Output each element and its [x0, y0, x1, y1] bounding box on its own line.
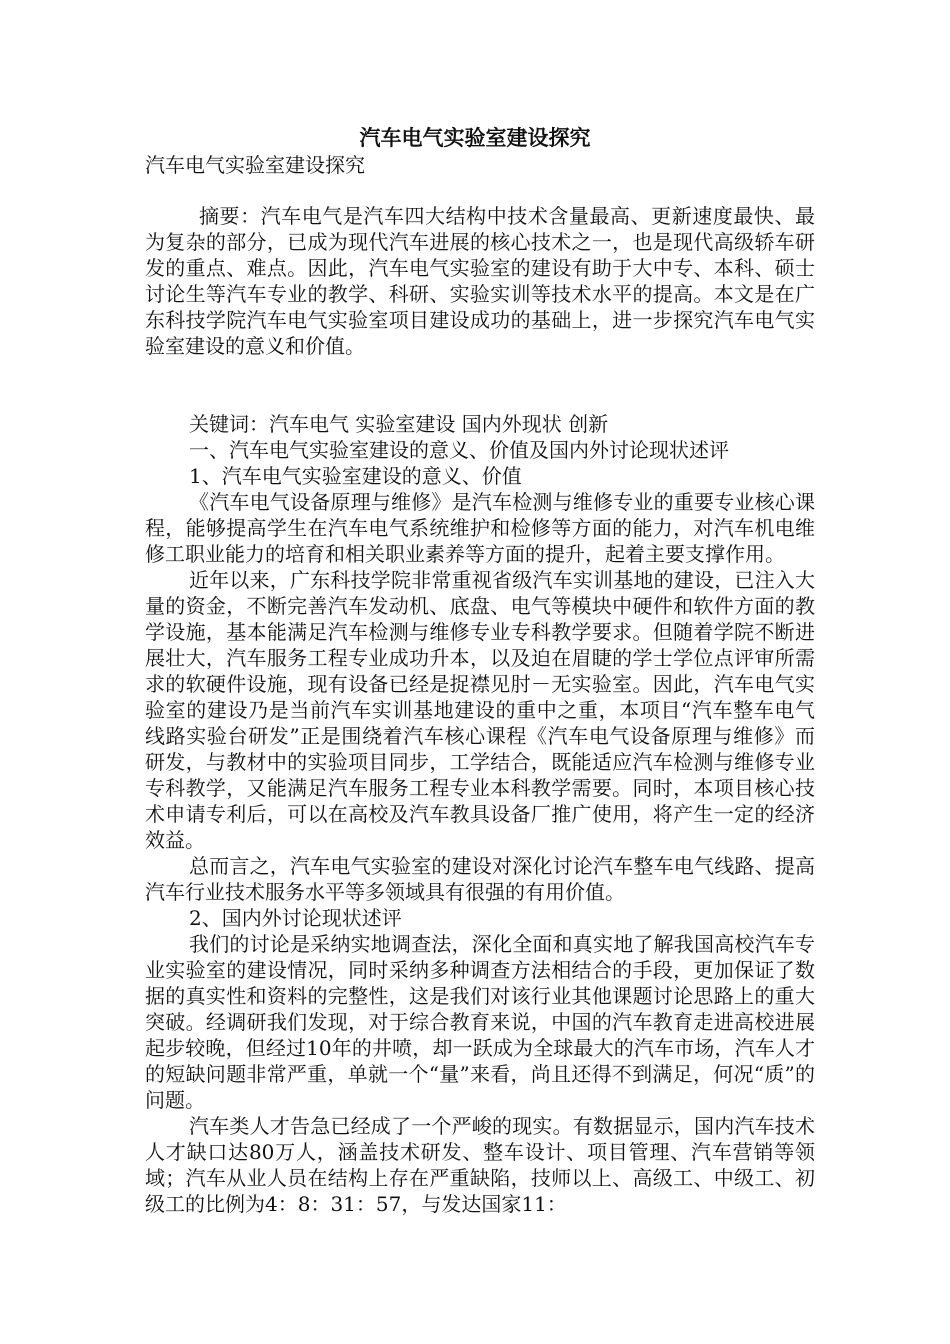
abstract-paragraph: 摘要：汽车电气是汽车四大结构中技术含量最高、更新速度最快、最为复杂的部分，已成为现代汽车进展的核心技术之一，也是现代高级轿车研发的重点、难点。因此，汽车电气实验室的建设有助于大中专、本科、硕士讨论生等汽车专业的教学、科研、实验实训等技术水平的提高。本文是在广东科技学院汽车电气实验室项目建设成功的基础上，进一步探究汽车电气实验室建设的意义和价值。: [145, 204, 815, 358]
document-title: 汽车电气实验室建设探究: [359, 125, 591, 150]
section-1-2-heading: 2、国内外讨论现状述评: [189, 906, 402, 930]
document-body: [145, 152, 815, 1217]
body-paragraph-1: 《汽车电气设备原理与维修》是汽车检测与维修专业的重要专业核心课程，能够提高学生在汽车电气系统维护和检修等方面的能力，对汽车机电维修工职业能力的培育和相关职业素养等方面的提升，起着主要支撑作用。: [145, 490, 815, 566]
body-paragraph-3: 总而言之，汽车电气实验室的建设对深化讨论汽车整车电气线路、提高汽车行业技术服务水平等多领域具有很强的有用价值。: [145, 854, 815, 904]
body-paragraph-5: 汽车类人才告急已经成了一个严峻的现实。有数据显示，国内汽车技术人才缺口达80万人，涵盖技术研发、整车设计、项目管理、汽车营销等领域；汽车从业人员在结构上存在严重缺陷，技师以上、高级工、中级工、初级工的比例为4：8：31：57，与发达国家11：: [145, 1114, 815, 1216]
keywords-line: 关键词：汽车电气 实验室建设 国内外现状 创新: [189, 412, 609, 436]
section-1-1-heading: 1、汽车电气实验室建设的意义、价值: [189, 464, 522, 488]
body-paragraph-2: 近年以来，广东科技学院非常重视省级汽车实训基地的建设，已注入大量的资金，不断完善汽车发动机、底盘、电气等模块中硬件和软件方面的教学设施，基本能满足汽车检测与维修专业专科教学要求。但随着学院不断进展壮大，汽车服务工程专业成功升本，以及迫在眉睫的学士学位点评审所需求的软硬件设施，现有设备已经是捉襟见肘－无实验室。因此，汽车电气实验室的建设乃是当前汽车实训基地建设的重中之重，本项目“汽车整车电气线路实验台研发”正是围绕着汽车核心课程《汽车电气设备原理与维修》而研发，与教材中的实验项目同步，工学结合，既能适应汽车检测与维修专业专科教学，又能满足汽车服务工程专业本科教学需要。同时，本项目核心技术申请专利后，可以在高校及汽车教具设备厂推广使用，将产生一定的经济效益。: [145, 568, 815, 852]
document-subtitle: 汽车电气实验室建设探究: [145, 153, 365, 177]
section-1-heading: 一、汽车电气实验室建设的意义、价值及国内外讨论现状述评: [189, 438, 729, 462]
body-paragraph-4: 我们的讨论是采纳实地调查法，深化全面和真实地了解我国高校汽车专业实验室的建设情况，同时采纳多种调查方法相结合的手段，更加保证了数据的真实性和资料的完整性，这是我们对该行业其他课题讨论思路上的重大突破。经调研我们发现，对于综合教育来说，中国的汽车教育走进高校进展起步较晚，但经过10年的井喷，却一跃成为全球最大的汽车市场，汽车人才的短缺问题非常严重，单就一个“量”来看，尚且还得不到满足，何况“质”的问题。: [145, 932, 815, 1112]
